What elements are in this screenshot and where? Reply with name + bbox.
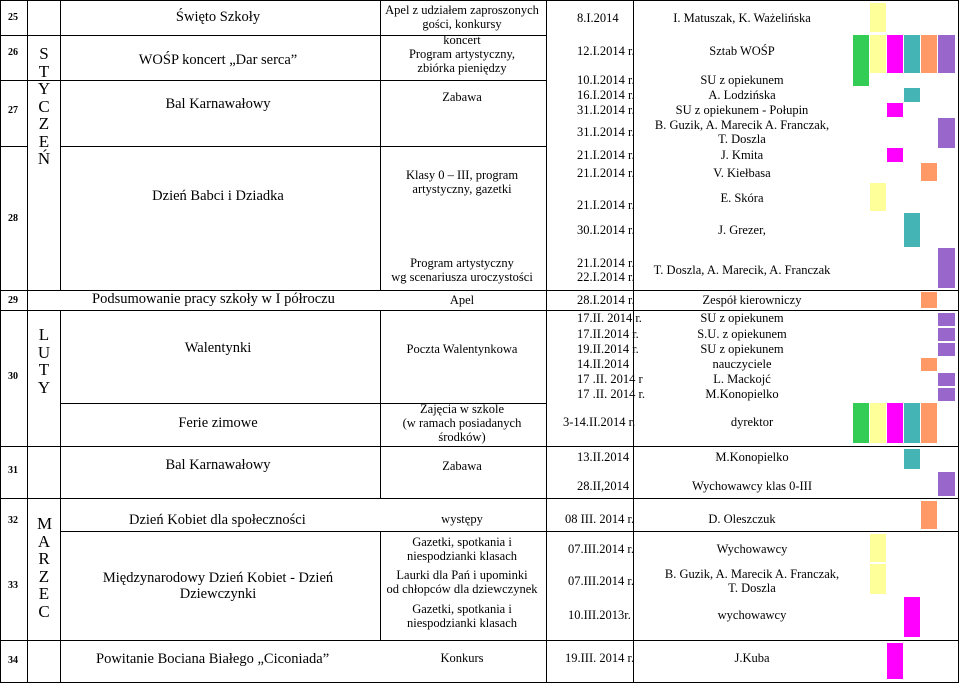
responsible-person: T. Doszla	[728, 581, 776, 595]
event-date: 08 III. 2014 r.	[565, 512, 635, 526]
row-number: 30	[8, 371, 18, 382]
month-letter: E	[38, 131, 50, 151]
event-name: Ferie zimowe	[178, 415, 258, 431]
month-letter: C	[38, 96, 50, 116]
responsible-person: B. Guzik, A. Marecik A. Franczak,	[654, 118, 830, 132]
week-cell-violet	[938, 248, 955, 288]
event-date: 8.I.2014	[577, 11, 619, 25]
row-number: 33	[8, 580, 18, 591]
grid-line	[0, 35, 380, 36]
event-date: 21.I.2014 r.	[577, 148, 635, 162]
event-form: Zabawa	[442, 459, 482, 473]
event-form: od chłopców dla dziewczynek	[386, 582, 538, 596]
responsible-person: Sztab WOŚP	[709, 44, 775, 58]
week-cell-magenta	[887, 148, 903, 162]
event-date: 12.I.2014 r.	[577, 44, 635, 58]
week-cell-violet	[938, 35, 955, 73]
responsible-person: Wychowawcy klas 0-III	[691, 479, 813, 493]
grid-line	[60, 80, 546, 81]
week-cell-yellow	[870, 183, 886, 211]
responsible-person: B. Guzik, A. Marecik A. Franczak,	[664, 567, 840, 581]
event-form: koncert	[443, 33, 481, 47]
week-cell-green	[853, 403, 869, 443]
event-form: artystyczny, gazetki	[412, 182, 512, 196]
month-letter: E	[38, 584, 50, 603]
grid-line	[60, 0, 61, 290]
week-cell-teal	[904, 449, 920, 469]
event-form: niespodzianki klasach	[406, 616, 518, 630]
grid-line	[546, 0, 547, 683]
week-cell-yellow	[870, 564, 886, 594]
event-date: 17 .II. 2014 r	[577, 372, 643, 386]
grid-line	[0, 498, 959, 499]
week-cell-violet	[938, 343, 955, 356]
month-letter: Ń	[37, 149, 51, 168]
week-cell-magenta	[887, 643, 903, 679]
responsible-person: dyrektor	[730, 415, 774, 429]
responsible-person: V. Kiełbasa	[713, 166, 771, 180]
responsible-person: S.U. z opiekunem	[697, 327, 787, 341]
month-letter: L	[38, 325, 50, 344]
event-form: Klasy 0 – III, program	[405, 168, 519, 182]
event-date: 07.III.2014 r.	[568, 574, 634, 588]
event-date: 14.II.2014	[577, 357, 630, 371]
week-cell-teal	[904, 35, 920, 73]
event-date: 16.I.2014 r.	[577, 88, 635, 102]
week-cell-violet	[938, 328, 955, 341]
responsible-person: L. Mackojć	[713, 372, 771, 386]
event-name: Święto Szkoły	[175, 9, 261, 25]
responsible-person: T. Doszla	[718, 132, 766, 146]
event-date: 13.II.2014	[577, 450, 630, 464]
event-date: 10.III.2013r.	[568, 608, 631, 622]
month-letter: C	[38, 601, 50, 621]
week-cell-violet	[938, 472, 955, 496]
week-cell-violet	[938, 373, 955, 386]
event-form: Poczta Walentynkowa	[406, 342, 518, 356]
grid-line	[0, 0, 1, 683]
grid-line	[60, 310, 61, 683]
row-number: 31	[8, 465, 18, 476]
responsible-person: D. Oleszczuk	[708, 512, 776, 526]
month-letter: Z	[38, 566, 50, 586]
week-cell-teal	[904, 403, 920, 443]
week-cell-orange	[921, 35, 937, 73]
grid-line	[0, 310, 959, 311]
responsible-person: E. Skóra	[720, 191, 764, 205]
event-form: środków)	[438, 430, 486, 444]
event-form: występy	[441, 512, 483, 526]
event-date: 28.I.2014 r.	[577, 293, 635, 307]
row-number: 32	[8, 515, 18, 526]
grid-line	[0, 146, 27, 147]
month-january	[37, 45, 51, 168]
week-cell-violet	[938, 313, 955, 326]
responsible-person: M.Konopielko	[715, 450, 789, 464]
month-letter: M	[37, 514, 53, 533]
week-cell-magenta	[887, 35, 903, 73]
grid-line	[0, 446, 959, 447]
week-cell-orange	[921, 501, 937, 529]
week-cell-violet	[938, 118, 955, 148]
event-date: 31.I.2014 r.	[577, 125, 635, 139]
week-cell-green	[853, 72, 869, 86]
week-cell-magenta	[887, 403, 903, 443]
grid-line	[380, 0, 381, 290]
grid-line	[60, 146, 546, 147]
event-name: Dzień Kobiet dla społeczności	[129, 512, 306, 528]
row-number: 27	[8, 105, 18, 116]
month-letter: A	[37, 531, 51, 551]
row-number: 26	[8, 47, 18, 58]
row-number: 28	[8, 213, 18, 224]
responsible-person: SU z opiekunem	[700, 73, 784, 87]
responsible-person: SU z opiekunem - Połupin	[675, 103, 809, 117]
event-date: 22.I.2014 r.	[577, 270, 635, 284]
month-letter: Y	[37, 377, 51, 397]
grid-line	[60, 531, 959, 532]
responsible-person: I. Matuszak, K. Ważelińska	[673, 11, 811, 25]
responsible-person: Wychowawcy	[716, 542, 788, 556]
event-form: Laurki dla Pań i upominki	[396, 568, 528, 582]
event-name: Międzynarodowy Dzień Kobiet - Dzień	[102, 570, 334, 586]
week-cell-green	[853, 35, 869, 73]
month-march	[37, 515, 51, 620]
responsible-person: SU z opiekunem	[700, 342, 784, 356]
responsible-person: J.Kuba	[734, 651, 770, 665]
event-date: 30.I.2014 r.	[577, 223, 635, 237]
grid-line	[380, 310, 381, 498]
responsible-person: A. Lodzińska	[708, 88, 776, 102]
month-letter: U	[37, 342, 51, 362]
event-name: Powitanie Bociana Białego „Ciconiada”	[96, 651, 330, 667]
event-date: 21.I.2014 r.	[577, 198, 635, 212]
event-date: 17.II.2014 r.	[577, 327, 639, 341]
event-form: Gazetki, spotkania i	[412, 602, 512, 616]
week-cell-yellow	[870, 35, 886, 73]
event-form: Gazetki, spotkania i	[412, 535, 512, 549]
month-letter: S	[39, 44, 49, 63]
week-cell-teal	[904, 213, 920, 247]
week-cell-magenta	[887, 103, 903, 117]
week-cell-orange	[921, 292, 937, 308]
event-form: zbiórka pieniędzy	[417, 61, 507, 75]
event-name: Walentynki	[184, 340, 252, 356]
month-february	[37, 326, 51, 396]
event-date: 3-14.II.2014 r.	[563, 415, 636, 429]
event-form: Zabawa	[442, 90, 482, 104]
responsible-person: M.Konopielko	[705, 387, 779, 401]
responsible-person: Zespół kierowniczy	[702, 293, 802, 307]
event-date: 31.I.2014 r.	[577, 103, 635, 117]
event-date: 21.I.2014 r.	[577, 166, 635, 180]
week-cell-orange	[921, 358, 937, 371]
month-letter: R	[38, 549, 50, 568]
week-cell-violet	[938, 388, 955, 401]
grid-line	[27, 0, 28, 683]
row-number: 29	[8, 295, 18, 306]
event-form: niespodzianki klasach	[406, 549, 518, 563]
event-name: Dziewczynki	[179, 586, 257, 602]
event-name: Dzień Babci i Dziadka	[152, 188, 284, 204]
event-date: 19.II.2014 r.	[577, 342, 639, 356]
grid-line	[0, 80, 60, 81]
week-cell-orange	[921, 403, 937, 443]
responsible-person: J. Grezer,	[718, 223, 766, 237]
grid-line	[380, 531, 381, 640]
grid-line	[0, 640, 959, 641]
month-letter: Z	[38, 114, 50, 133]
event-name: Podsumowanie pracy szkoły w I półroczu	[92, 291, 335, 307]
week-cell-yellow	[870, 403, 886, 443]
event-form: Program artystyczny,	[408, 47, 516, 61]
event-date: 19.III. 2014 r.	[565, 651, 635, 665]
row-number: 34	[8, 655, 18, 666]
responsible-person: SU z opiekunem	[700, 311, 784, 325]
row-number: 25	[8, 12, 18, 23]
event-name: Bal Karnawałowy	[165, 96, 271, 112]
week-cell-magenta	[904, 597, 920, 637]
month-letter: T	[38, 360, 50, 379]
week-cell-teal	[904, 88, 920, 102]
month-letter: Y	[37, 79, 51, 98]
event-form: Program artystyczny	[410, 256, 514, 270]
responsible-person: nauczyciele	[712, 357, 772, 371]
event-form: gości, konkursy	[422, 17, 502, 31]
week-cell-yellow	[870, 3, 886, 32]
week-cell-orange	[921, 163, 937, 181]
event-date: 10.I.2014 r.	[577, 73, 635, 87]
event-form: Apel	[449, 293, 475, 307]
event-date: 28.II,2014	[577, 479, 630, 493]
event-date: 21.I.2014 r.	[577, 256, 635, 270]
event-form: Zajęcia w szkole	[420, 402, 504, 416]
event-name: WOŚP koncert „Dar serca”	[138, 52, 298, 68]
event-form: Apel z udziałem zaproszonych	[385, 3, 539, 17]
event-date: 17.II. 2014 r.	[577, 311, 642, 325]
event-form: (w ramach posiadanych	[402, 416, 522, 430]
week-cell-yellow	[870, 534, 886, 562]
responsible-person: J. Kmita	[720, 148, 764, 162]
month-letter: T	[38, 61, 50, 81]
event-form: wg scenariusza uroczystości	[391, 270, 533, 284]
grid-line	[0, 0, 959, 1]
event-form: Konkurs	[440, 651, 484, 665]
event-date: 07.III.2014 r.	[568, 542, 634, 556]
responsible-person: wychowawcy	[717, 608, 787, 622]
responsible-person: T. Doszla, A. Marecik, A. Franczak	[653, 263, 831, 277]
event-name: Bal Karnawałowy	[165, 457, 271, 473]
event-date: 17 .II. 2014 r.	[577, 387, 646, 401]
